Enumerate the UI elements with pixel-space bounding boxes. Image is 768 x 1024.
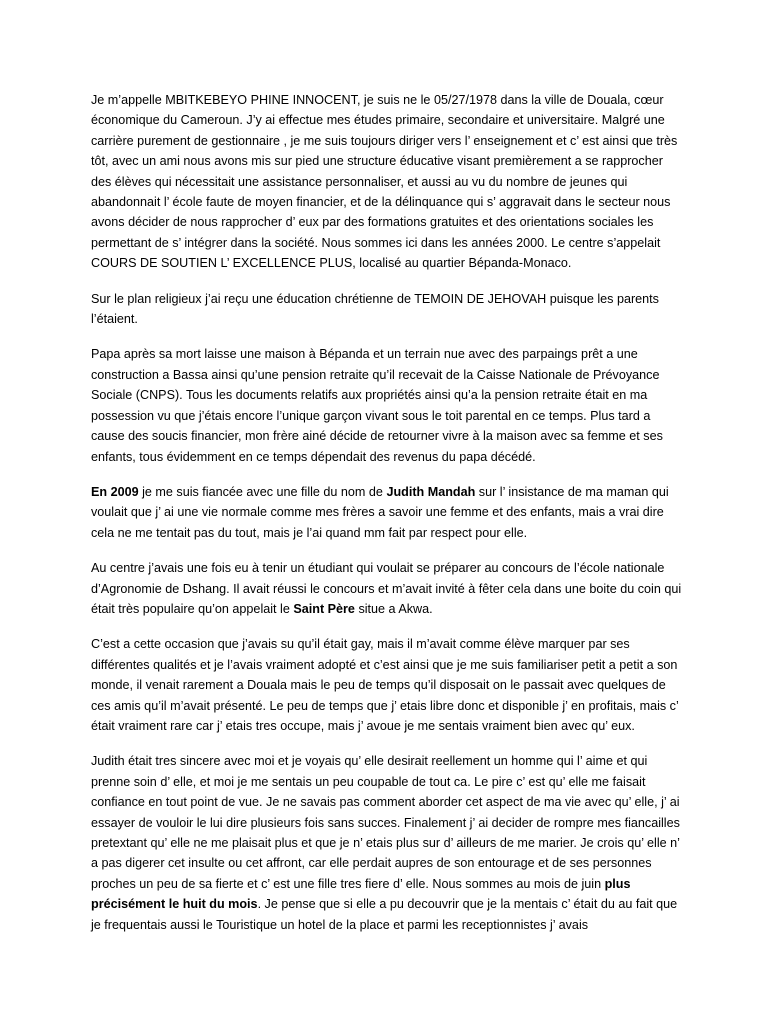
text-run: Je m’appelle MBITKEBEYO PHINE INNOCENT, je suis ne le 05/27/1978 dans la ville de Douala, cœur économique du Cameroun. J’y ai effectue mes études primaire, secondaire et universitaire. Malgré une carrière purement de gestionnaire , je me suis toujours diriger vers l’ enseignement et c’ est ainsi que très tôt, avec un ami nous avons mis sur pied une structure éducative visant premièrement a se rapprocher des élèves qui nécessitait une assistance personnaliser, et aussi au vu du nombre de jeunes qui abandonnait l’ école faute de moyen financier, et de la délinquance qui s’ aggravait dans le secteur nous avons décider de nous rapprocher d’ eux par des formations gratuites et des orientations sociales les permettant de s’ intégrer dans la société. Nous sommes ici dans les années 2000. Le centre s’appelait COURS DE SOUTIEN L’ EXCELLENCE PLUS, localisé au quartier Bépanda-Monaco. [91, 93, 678, 271]
paragraph-engagement [91, 482, 683, 543]
text-run: je me suis fiancée avec une fille du nom de [138, 484, 387, 499]
paragraph-occasion [91, 634, 683, 736]
text-run: C’est a cette occasion que j’avais su qu’il était gay, mais il m’avait comme élève marquer par ses différentes qualités et je l’avais vraiment adopté et c’est ainsi que je me suis familiariser petit a petit a son monde, il venait rarement a Douala mais le peu de temps qu’il disposait on le passait avec quelques de ces amis qu’il m’avait présenté. Le peu de temps que j’ etais libre donc et disponible j’ en profitais, mais c’ était vraiment rare car j’ etais tres occupe, mais j’ avoue je me sentais vraiment bien avec qu’ eux. [91, 637, 679, 733]
paragraph-judith [91, 751, 683, 935]
text-run: sur l’ insistance de ma maman qui voulait que j’ ai une vie normale comme mes frères a savoir une femme et des enfants, mais a vrai dire cela ne me tentait pas du tout, mais je l’ai quand mm fait par respect pour elle. [91, 484, 669, 540]
text-run: Sur le plan religieux j’ai reçu une éducation chrétienne de TEMOIN DE JEHOVAH puisque les parents l’étaient. [91, 291, 659, 327]
venue-emphasis: Saint Père [293, 601, 355, 616]
paragraph-religion [91, 289, 683, 330]
paragraph-introduction [91, 90, 683, 274]
text-run: Papa après sa mort laisse une maison à Bépanda et un terrain nue avec des parpaings prêt a une construction a Bassa ainsi qu’une pension retraite qu’il recevait de la Caisse Nationale de Prévoyance Sociale (CNPS). Tous les documents relatifs aux propriétés ainsi qu’a la pension retraite était en ma possession vu que j’étais encore l’unique garçon vivant sous le toit parental en ce temps. Plus tard a cause des soucis financier, mon frère ainé décide de retourner vivre à la maison avec sa femme et ses enfants, tous évidemment en ce temps dépendait des revenus du papa décédé. [91, 347, 663, 464]
text-run: . Je pense que si elle a pu decouvrir que je la mentais c’ était du au fait que je frequentais aussi le Touristique un hotel de la place et parmi les receptionnistes j’ avais [91, 897, 678, 932]
paragraph-student [91, 558, 683, 619]
date-emphasis: En 2009 [91, 484, 139, 499]
text-run: Au centre j’avais une fois eu à tenir un étudiant qui voulait se préparer au concours de l’école nationale d’Agronomie de Dshang. Il avait réussi le concours et m’avait invité à fêter cela dans une boite du coin qui était très populaire qu’on appelait le [91, 561, 682, 616]
date-emphasis: plus précisément le huit du mois [91, 876, 631, 912]
document-body [91, 90, 683, 950]
name-emphasis: Judith Mandah [386, 484, 476, 499]
text-run: situe a Akwa. [354, 601, 433, 616]
paragraph-inheritance [91, 344, 683, 466]
text-run: Judith était tres sincere avec moi et je voyais qu’ elle desirait reellement un homme qui l’ aime et qui prenne soin d’ elle, et moi je me sentais un peu coupable de tout ca. Le pire c’ est qu’ elle me faisait confiance en tout point de vue. Je ne savais pas comment aborder cet aspect de ma vie avec qu’ elle, j’ ai essayer de vouloir le lui dire plusieurs fois sans succes. Finalement j’ ai decider de rompre mes fiancailles pretextant qu’ elle ne me plaisait plus et que je n’ etais plus sur d’ ailleurs de me marier. Je crois qu’ elle n’ a pas digerer cet insulte ou cet affront, car elle perdait aupres de son entourage et de ses personnes proches un peu de sa fierte et c’ est une fille tres fiere d’ elle. Nous sommes au mois de juin [91, 754, 680, 891]
